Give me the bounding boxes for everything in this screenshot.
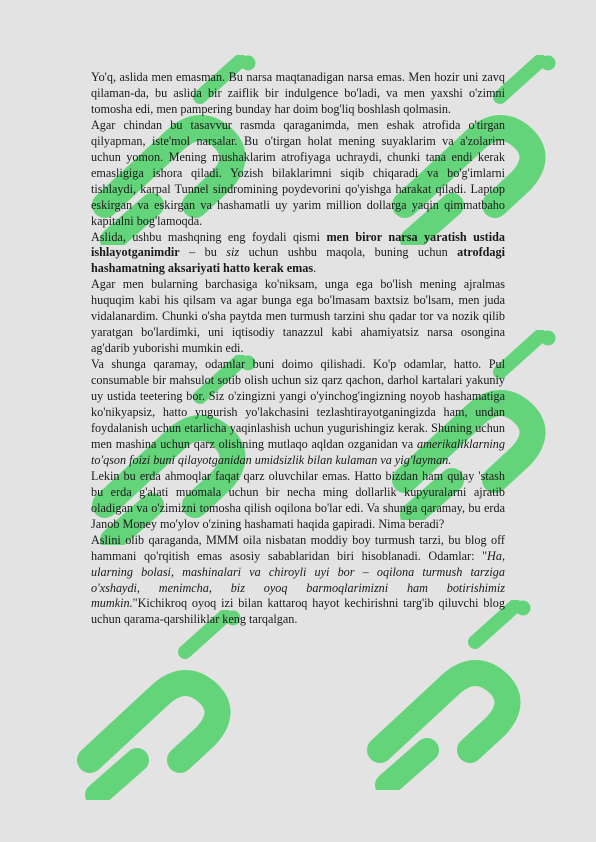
paragraph	[91, 70, 505, 118]
italic-text: Ha, ularning bolasi, mashinalari va chiroyli uyi bor – oqilona turmush tarziga o'xshaydi, menimcha, biz oyoq barmoqlarimizni ham botirishimiz mumkin.	[91, 548, 505, 611]
text-run: uchun ushbu maqola, buning uchun	[239, 245, 458, 260]
watermark-bottom-left	[75, 610, 245, 800]
text-run: Va shunga qaramay, odamlar buni doimo qilishadi. Ko'p odamlar, hatto. Pul consumable bir mahsulot sotib olish uchun siz qarz qachon, darhol kartalari yakuniy uy ustida teetering bor. Siz o'zingizni yangi o'yinchog'ingizning noyob hashamatiga ko'nikyapsiz, hatto yugurish yo'lakchasini tezlashtirayotganingizda ham, undan foydalanish uchun etarlicha yaqinlashish uchun yugurishingiz kerak. Shuning uchun men mashina uchun qarz olishning mutlaqo aqldan ozganidan va	[91, 357, 505, 451]
text-run: "Kichikroq oyoq izi bilan kattaroq hayot kechirishni targ'ib qiluvchi blog uchun qarama-qarshiliklar keng tarqalgan.	[91, 596, 505, 627]
bold-text: atrofdagi hashamatning aksariyati hatto kerak emas	[91, 245, 505, 276]
paragraph	[91, 277, 505, 357]
text-run: Aslini olib qaraganda, MMM oila nisbatan moddiy boy turmush tarzi, bu blog off hammani qo'rqitish emas asosiy sabablaridan biri hisoblanadi. Odamlar: "	[91, 532, 505, 563]
paragraph	[91, 533, 505, 629]
text-run: Agar chindan bu tasavvur rasmda qaraganimda, men eshak atrofida o'tirgan qilyapman, iste'mol narsalar. Bu o'tirgan holat mening suyaklarim va a'zolarim uchun yomon. Mening mushaklarim atrofiyaga uchraydi, chunki tana endi kerak emasligiga ishora qiladi. Yozish bilaklarimni siqib chiqaradi va bo'g'imlarni tishlaydi, karpal Tunnel sindromining poydevorini qo'yishga harakat qiladi. Laptop eskirgan va eskirgan va hashamatli uy yarim million dollarga yaqin qimmatbaho kapitalni bog'lamoqda.	[91, 117, 505, 228]
paragraph	[91, 357, 505, 469]
text-run: Lekin bu erda ahmoqlar faqat qarz oluvchilar emas. Hatto bizdan ham qulay 'stash bu erda g'alati muomala uchun bir necha ming dollarlik kupyuralarni ajratib oladigan va o'zimizni tomosha qilish oqilona bo'lar edi. Va shunga qaramay, bu erda Janob Money mo'ylov o'zining hashamati haqida gapiradi. Nima beradi?	[91, 468, 505, 531]
bold-text: men biror narsa yaratish ustida ishlayotganimdir	[91, 229, 505, 260]
text-run: Aslida, ushbu mashqning eng foydali qismi	[91, 229, 327, 244]
paragraph	[91, 469, 505, 533]
paragraph	[91, 230, 505, 278]
text-run: – bu	[179, 245, 227, 260]
watermark-bottom-right	[365, 600, 535, 790]
paragraph	[91, 118, 505, 230]
text-run: .	[313, 261, 317, 276]
italic-text: amerikaliklarning to'qson foizi buni qilayotganidan umidsizlik bilan kulaman va yig'layman.	[91, 436, 505, 467]
document-body	[91, 70, 505, 628]
text-run: Yo'q, aslida men emasman. Bu narsa maqtanadigan narsa emas. Men hozir uni zavq qilaman-da, bu aslida bir zaiflik bir indulgence bo'ladi, va men yaxshi o'zimni tomosha edi, men pampering bunday har doim bog'liq boshlash qolmasin.	[91, 70, 505, 116]
italic-text: siz	[226, 245, 240, 260]
text-run: Agar men bularning barchasiga ko'niksam, unga ega bo'lish mening ajralmas huquqim kabi his qilsam va agar bunga ega bo'lmasam baxtsiz bo'lsam, men juda vidalanardim. Chunki o'sha paytda men turmush tarzini shu qadar tor va nozik qilib yaratgan bo'lardimki, uni iqtisodiy tanazzul kabi ahamiyatsiz narsa osongina ag'darib yuborishi mumkin edi.	[91, 277, 505, 356]
